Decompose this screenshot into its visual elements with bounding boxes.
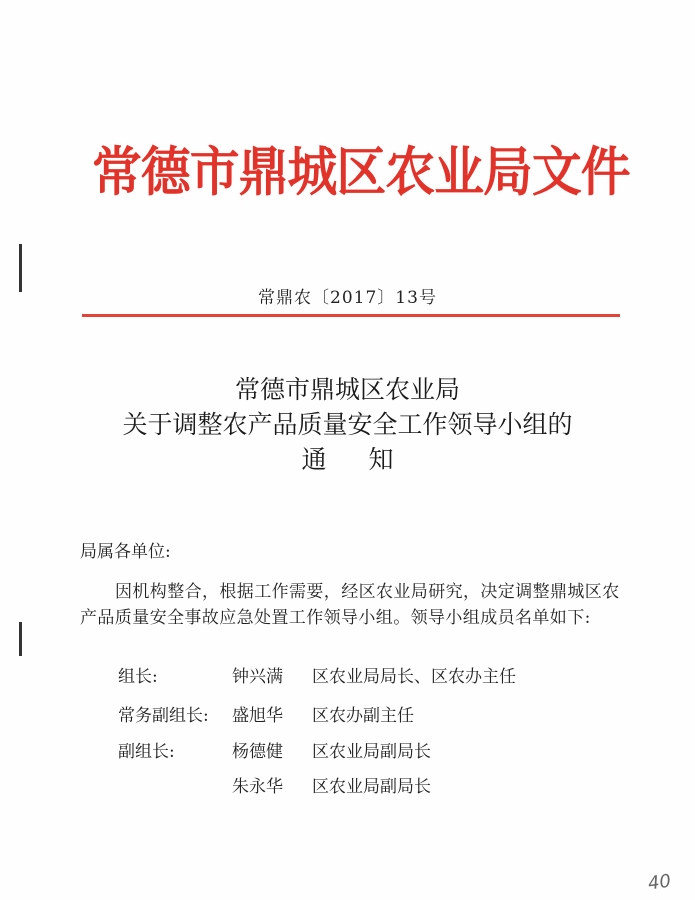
member-role (118, 662, 228, 687)
red-separator-rule (82, 314, 620, 317)
member-row (0, 701, 695, 725)
member-row (0, 662, 695, 686)
member-post: 区农业局副局长 (312, 742, 431, 762)
notice-title (0, 372, 695, 477)
member-name: 杨德健 (232, 742, 283, 762)
member-role: 副组长: (118, 742, 175, 762)
document-header-title: 常德市鼎城区农业局文件 (92, 141, 630, 203)
member-role-text: 组长: (118, 667, 158, 687)
handwritten-page-number: 40 (646, 870, 673, 895)
notice-title-line-2: 关于调整农产品质量安全工作领导小组的 (122, 410, 573, 439)
body-paragraph: 因机构整合，根据工作需要，经区农业局研究，决定调整鼎城区农产品质量安全事故应急处置工作领导小组。领导小组成员名单如下: (80, 582, 620, 628)
member-name: 盛旭华 (232, 706, 283, 726)
member-row (0, 772, 695, 796)
member-row (0, 737, 695, 761)
notice-title-line-3: 通知 (301, 445, 436, 474)
notice-title-line-1: 常德市鼎城区农业局 (234, 375, 460, 404)
salutation: 局属各单位: (80, 542, 171, 562)
member-post: 区农业局局长、区农办主任 (312, 667, 516, 687)
member-name: 钟兴满 (232, 667, 283, 687)
member-post: 区农业局副局长 (312, 777, 431, 797)
member-post: 区农办副主任 (312, 706, 414, 726)
member-name: 朱永华 (232, 777, 283, 797)
binding-mark-middle (19, 622, 22, 656)
member-role: 常务副组长: (118, 706, 209, 726)
document-number: 常鼎农〔2017〕13号 (258, 288, 437, 308)
notice-body (80, 539, 620, 631)
